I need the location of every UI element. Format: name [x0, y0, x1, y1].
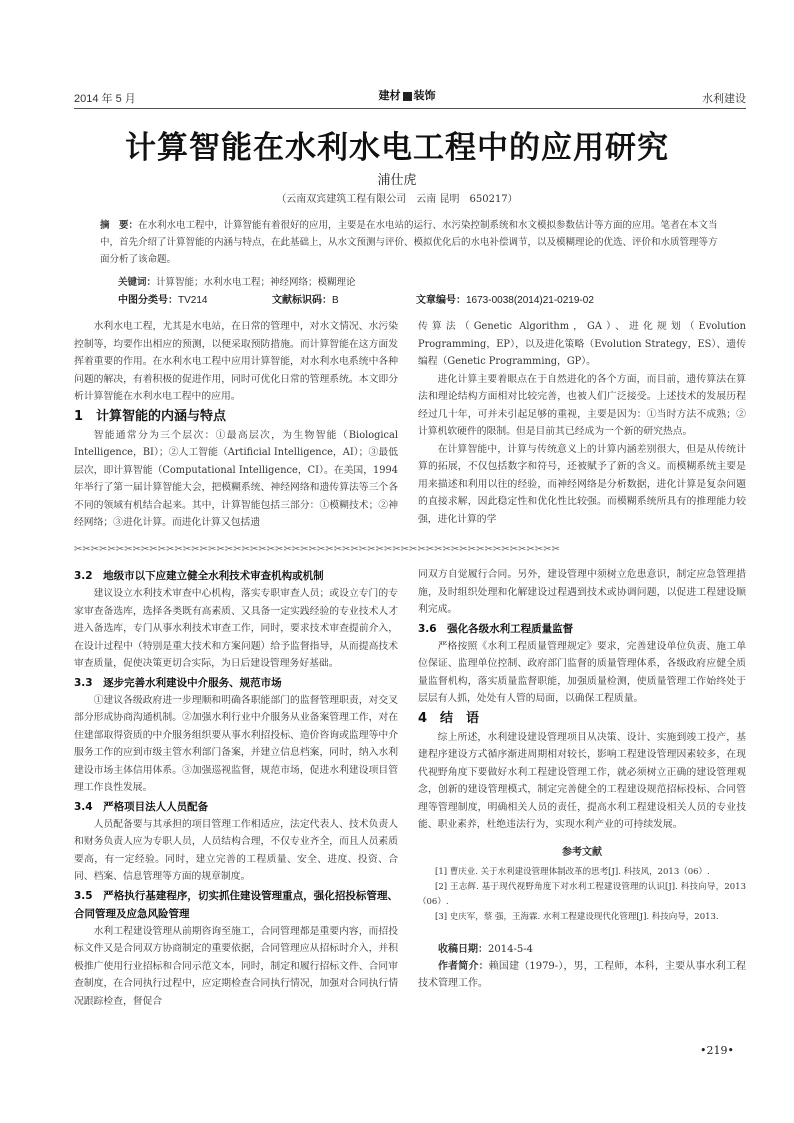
page-number: •219• [700, 1044, 734, 1057]
reference-item: [1] 曹庆业. 关于水利建设管理体制改革的思考[J]. 科技风，2013（06）. [435, 867, 710, 877]
clc-label: 中图分类号： [118, 295, 178, 306]
reference-item: [2] 王志辉. 基于现代视野角度下对水利工程建设管理的认识[J]. 科技向导，2013（06）. [418, 882, 746, 907]
heading-3-6: 3.6 强化各级水利工程质量监督 [418, 622, 574, 635]
clc-value: TV214 [178, 295, 208, 306]
journal-logo-right: 装饰 [413, 89, 436, 102]
section1-paragraph: 智能通常分为三个层次：①最高层次，为生物智能（Biological Intelligence，BI）；②人工智能（Artificial Intelligence，AI）；③最低层次，即计算智能（Computational Intelligence，CI）。在美国，1994年举行了第一届计算智能大会，把模糊系统、神经网络和遗传算法等三个各不同的领域有机结合起来。其中，计算智能包括三部分：①模糊技术；②神经网络；③进化计算。而进化计算又包括遗 [74, 429, 398, 528]
doc-code-label: 文献标识码： [272, 295, 332, 306]
received-date [418, 941, 746, 958]
continued-paragraph: 传算法（Genetic Algorithm，GA）、进化规划（Evolution Programming，EP），以及进化策略（Evolution Strategy，ES）、遗传编程（Genetic Programming，GP）。 [418, 321, 746, 367]
received-label: 收稿日期： [438, 944, 488, 955]
top-left-column [74, 318, 398, 532]
keywords-text: 计算智能；水利水电工程；神经网络；模糊理论 [156, 277, 356, 288]
section-heading-4: 4 结 语 [418, 710, 480, 726]
cut-separator: ✂︎✂︎✂︎✂︎✂︎✂︎✂︎✂︎✂︎✂︎✂︎✂︎✂︎✂︎✂︎✂︎✂︎✂︎✂︎✂︎✂︎✂︎✂︎✂︎✂︎✂︎✂︎✂︎✂︎✂︎✂︎✂︎✂︎✂︎✂︎✂︎✂︎✂︎✂︎✂︎✂︎✂︎✂︎✂︎✂︎✂︎✂︎✂︎✂︎✂︎✂︎✂︎✂︎✂︎✂︎✂︎✂︎✂︎ [74, 545, 560, 555]
abstract [100, 217, 726, 268]
journal-logo-left: 建材 [378, 89, 401, 102]
keywords [118, 274, 718, 291]
article-number-label: 文章编号： [416, 295, 466, 306]
keywords-label: 关键词： [118, 277, 157, 288]
author: 浦仕虎 [377, 173, 417, 188]
paragraph-3-3: ①建议各级政府进一步理顺和明确各职能部门的监督管理职责，对交叉部分形成协商沟通机制。②加强水利行业中介服务从业备案管理工作，对在住建部取得资质的中介服务组织要从事水利招投标、造价咨询或监理等中介服务工作的应到市级主管水利部门备案，并建立信息档案，同时，纳入水利建设市场主体信用体系。③加强巡视监督，规范市场，促进水利建设项目管理工作良性发展。 [74, 694, 398, 793]
header-rule [74, 108, 746, 109]
abstract-label: 摘 要： [100, 220, 139, 231]
article-number-value: 1673-0038(2014)21-0219-02 [466, 295, 594, 306]
received-value: 2014-5-4 [488, 944, 533, 955]
top-right-column [418, 318, 746, 528]
header-section: 水利建设 [702, 93, 746, 105]
evolution-paragraph: 进化计算主要着眼点在于自然进化的各个方面，而目前，遗传算法在算法和理论结构方面相对比较完善，也被人们广泛接受。上述技术的发展历程经过几十年，可并未引起足够的重视，主要是因为：①当时方法不成熟；②计算机软硬件的限制。但是目前其已经成为一个新的研究热点。 [418, 373, 746, 437]
abstract-text: 在水利水电工程中，计算智能有着很好的应用，主要是在水电站的运行、水污染控制系统和水文模拟参数估计等方面的应用。笔者在本文当中，首先介绍了计算智能的内涵与特点，在此基础上，从水文预测与评价、模拟优化后的水电补偿调节，以及模糊理论的优选、评价和水质管理等方面分析了该命题。 [100, 220, 718, 265]
affiliation: （云南双宾建筑工程有限公司 云南 昆明 650217） [276, 194, 518, 205]
references-title: 参考文献 [562, 846, 602, 858]
doc-code-value: B [332, 295, 339, 306]
section-heading-1: 1 计算智能的内涵与特点 [74, 408, 227, 424]
heading-3-4: 3.4 严格项目法人人员配备 [74, 800, 209, 813]
paragraph-3-4: 人员配备要与其承担的项目管理工作相适应，法定代表人、技术负责人和财务负责人应为专职人员，人员结构合理，不仅专业齐全，而且人员素质要高，有一定经验。同时，建立完善的工程质量、安全、进度、投资、合同、档案、信息管理等方面的规章制度。 [74, 818, 398, 882]
clc [118, 291, 207, 306]
bottom-left-column [74, 566, 398, 1010]
heading-3-3: 3.3 逐步完善水利建设中介服务、规范市场 [74, 676, 282, 689]
paragraph-3-5: 水利工程建设管理从前期咨询至施工，合同管理都是重要内容，而招投标文件又是合同双方协商制定的重要依据，合同管理应从招标时介入，并积极推广使用行业招标和合同示范文本，同时，制定和履行招标文件、合同审查制度，在合同执行过程中，应定期检查合同执行情况，加强对合同执行情况跟踪检查，督促合 [74, 925, 398, 1007]
computation-paragraph: 在计算智能中，计算与传统意义上的计算内涵差别很大，但是从传统计算的拓展，不仅包括数字和符号，还被赋予了新的含义。而模糊系统主要是用来描述和利用以往的经验，而神经网络是分析数据，进化计算是复杂问题的直接求解，因此稳定性和优化性比较强。而模糊系统所具有的推理能力较强，进化计算的学 [418, 443, 746, 525]
heading-3-5: 3.5 严格执行基建程序，切实抓住建设管理重点，强化招投标管理、合同管理及应急风险管理 [74, 889, 398, 920]
logo-square-icon [403, 92, 412, 101]
intro-paragraph: 水利水电工程，尤其是水电站，在日常的管理中，对水文情况、水污染控制等，均要作出相应的预测，以便采取预防措施。而计算智能在这方面发挥着重要的作用。在水利水电工程中应用计算智能，对水利水电系统中各种问题的解决，有着积极的促进作用，同时可优化日常的管理系统。本文即分析计算智能在水利水电工程中的应用。 [74, 321, 398, 402]
author-bio [418, 958, 746, 992]
bottom-right-column [418, 566, 746, 992]
bio-text: 赖国建（1979-），男，工程师，本科，主要从事水利工程技术管理工作。 [418, 961, 747, 989]
reference-item: [3] 史庆军，蔡 强，王海霖. 水利工程建设现代化管理[J]. 科技向导，2013. [435, 912, 719, 922]
bio-label: 作者简介： [438, 961, 489, 972]
doc-code [272, 291, 339, 306]
heading-3-2: 3.2 地级市以下应建立健全水利技术审查机构或机制 [74, 570, 324, 582]
header-date: 2014 年 5 月 [74, 93, 136, 105]
article-number [416, 291, 594, 306]
paragraph-3-2: 建议设立水利技术审查中心机构，落实专职审查人员；或设立专门的专家审查备选库，选择各类既有高素质、又具备一定实践经验的专业技术人才进入备选库，专门从事水利技术审查工作，同时，要求技术审查提前介入，在设计过程中（特别是重大技术和方案问题）给予监督指导，从而提高技术审查质量，促使决策更切合实际，为日后建设管理务好基础。 [74, 588, 398, 669]
paragraph-3-6: 严格按照《水利工程质量管理规定》要求，完善建设单位负责、施工单位保证、监理单位控制、政府部门监督的质量管理体系，各级政府应健全质量监督机构，落实质量监督职能，加强质量检测，使质量管理工作始终处于层层有人抓，处处有人管的局面，以确保工程质量。 [418, 640, 746, 704]
continued-paragraph-2: 同双方自觉履行合同。另外，建设管理中须树立危患意识，制定应急管理措施，及时组织处理和化解建设过程遇到技术或协调问题，以促进工程建设顺利完成。 [418, 569, 746, 615]
article-title: 计算智能在水利水电工程中的应用研究 [125, 130, 669, 166]
conclusion-paragraph: 综上所述，水利建设建设管理项目从决策、设计、实施到竣工投产，基建程序建设方式循序渐进周期相对较长，影响工程建设管理因素较多，在现代视野角度下要做好水利工程建设管理工作，就必须树立正确的建设管理观念，创新的建设管理模式，制定完善健全的工程建设规范招标投标、合同管理等管理制度，明确相关人员的责任，提高水利工程建设相关人员的专业技能、职业素养，杜绝违法行为，实现水利产业的可持续发展。 [418, 731, 746, 830]
journal-logo [368, 87, 446, 103]
